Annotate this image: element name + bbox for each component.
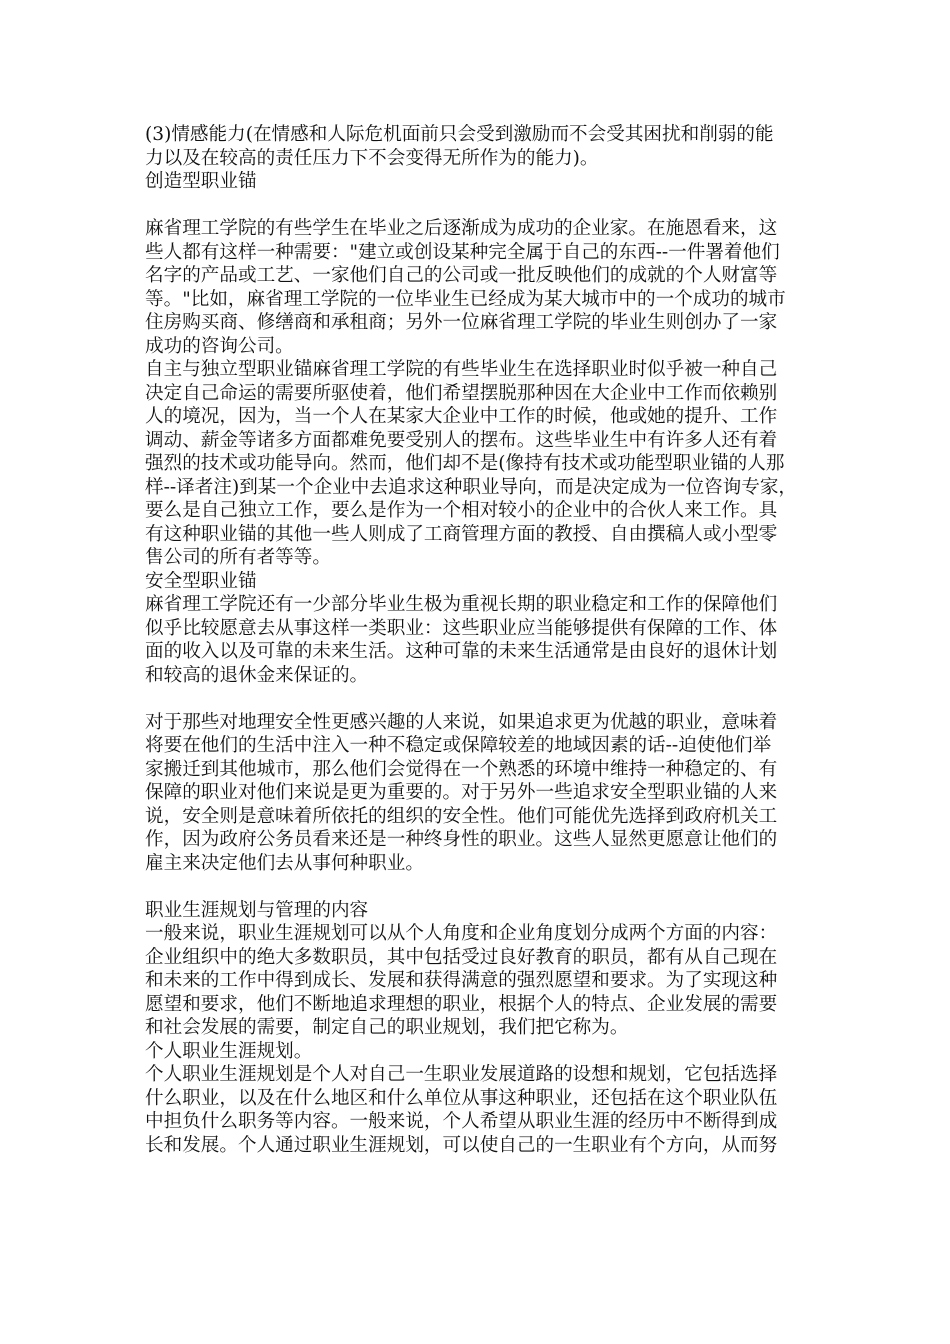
text-line: 一般来说，职业生涯规划可以从个人角度和企业角度划分成两个方面的内容：: [145, 923, 778, 944]
text-line: 成功的咨询公司。: [145, 335, 294, 357]
text-line: 家搬迁到其他城市，那么他们会觉得在一个熟悉的环境中维持一种稳定的、有: [145, 758, 778, 780]
text-line: 强烈的技术或功能导向。然而，他们却不是(像持有技术或功能型职业锚的人那: [145, 453, 785, 474]
text-line: 售公司的所有者等等。: [145, 547, 331, 568]
blank-line: [145, 687, 810, 711]
text-line: 保障的职业对他们来说是更为重要的。对于另外一些追求安全型职业锚的人来: [145, 782, 778, 803]
blank-line: [145, 875, 810, 899]
text-line: 和未来的工作中得到成长、发展和获得满意的强烈愿望和要求。为了实现这种: [145, 970, 778, 991]
text-line: 似乎比较愿意去从事这样一类职业：这些职业应当能够提供有保障的工作、体: [145, 617, 778, 639]
document-page: [145, 123, 810, 1157]
text-line: 和社会发展的需要，制定自己的职业规划，我们把它称为。: [145, 1017, 629, 1038]
text-line: 调动、薪金等诸多方面都难免要受别人的摆布。这些毕业生中有许多人还有着: [145, 429, 778, 451]
text-line: 和较高的退休金来保证的。: [145, 664, 369, 686]
text-line: 中担负什么职务等内容。一般来说，个人希望从职业生涯的经历中不断得到成: [145, 1111, 778, 1132]
text-line: 有这种职业锚的其他一些人则成了工商管理方面的教授、自由撰稿人或小型零: [145, 523, 778, 545]
text-line: 力以及在较高的责任压力下不会变得无所作为的能力)。: [145, 147, 599, 169]
text-line: 将要在他们的生活中注入一种不稳定或保障较差的地域因素的话--迫使他们举: [145, 735, 772, 756]
text-line: 麻省理工学院还有一少部分毕业生极为重视长期的职业稳定和工作的保障他们: [145, 594, 778, 615]
text-line: 企业组织中的绝大多数职员，其中包括受过良好教育的职员，都有从自己现在: [145, 946, 778, 968]
text-line: 个人职业生涯规划。: [145, 1040, 313, 1062]
text-line: 人的境况，因为，当一个人在某家大企业中工作的时候，他或她的提升、工作: [145, 406, 778, 427]
text-line: 职业生涯规划与管理的内容: [145, 899, 369, 921]
text-line: 安全型职业锚: [145, 570, 257, 592]
text-line: 等。"比如，麻省理工学院的一位毕业生已经成为某大城市中的一个成功的城市: [145, 288, 786, 310]
blank-line: [145, 194, 810, 218]
text-line: 要么是自己独立工作，要么是作为一个相对较小的企业中的合伙人来工作。具: [145, 500, 778, 521]
text-line: 作，因为政府公务员看来还是一种终身性的职业。这些人显然更愿意让他们的: [145, 829, 778, 850]
text-line: 创造型职业锚: [145, 171, 257, 192]
text-line: (3)情感能力(在情感和人际危机面前只会受到激励而不会受其困扰和削弱的能: [145, 124, 774, 145]
text-line: 说，安全则是意味着所依托的组织的安全性。他们可能优先选择到政府机关工: [145, 805, 778, 827]
text-line: 名字的产品或工艺、一家他们自己的公司或一批反映他们的成就的个人财富等: [145, 265, 778, 286]
text-line: 面的收入以及可靠的未来生活。这种可靠的未来生活通常是由良好的退休计划: [145, 641, 778, 662]
text-line: 住房购买商、修缮商和承租商；另外一位麻省理工学院的毕业生则创办了一家: [145, 312, 778, 333]
text-line: 麻省理工学院的有些学生在毕业之后逐渐成为成功的企业家。在施恩看来，这: [145, 218, 778, 239]
text-line: 什么职业，以及在什么地区和什么单位从事这种职业，还包括在这个职业队伍: [145, 1087, 778, 1109]
text-line: 些人都有这样一种需要："建立或创设某种完全属于自己的东西--一件署着他们: [145, 241, 780, 263]
text-line: 样--译者注)到某一个企业中去追求这种职业导向，而是决定成为一位咨询专家，: [145, 476, 798, 498]
text-line: 长和发展。个人通过职业生涯规划，可以使自己的一生职业有个方向，从而努: [145, 1134, 778, 1156]
text-line: 个人职业生涯规划是个人对自己一生职业发展道路的设想和规划，它包括选择: [145, 1064, 778, 1085]
text-line: 对于那些对地理安全性更感兴趣的人来说，如果追求更为优越的职业，意味着: [145, 711, 778, 733]
text-line: 决定自己命运的需要所驱使着，他们希望摆脱那种因在大企业中工作而依赖别: [145, 382, 778, 404]
text-line: 愿望和要求，他们不断地追求理想的职业，根据个人的特点、企业发展的需要: [145, 993, 778, 1015]
text-line: 雇主来决定他们去从事何种职业。: [145, 852, 424, 874]
text-line: 自主与独立型职业锚麻省理工学院的有些毕业生在选择职业时似乎被一种自己: [145, 359, 778, 380]
